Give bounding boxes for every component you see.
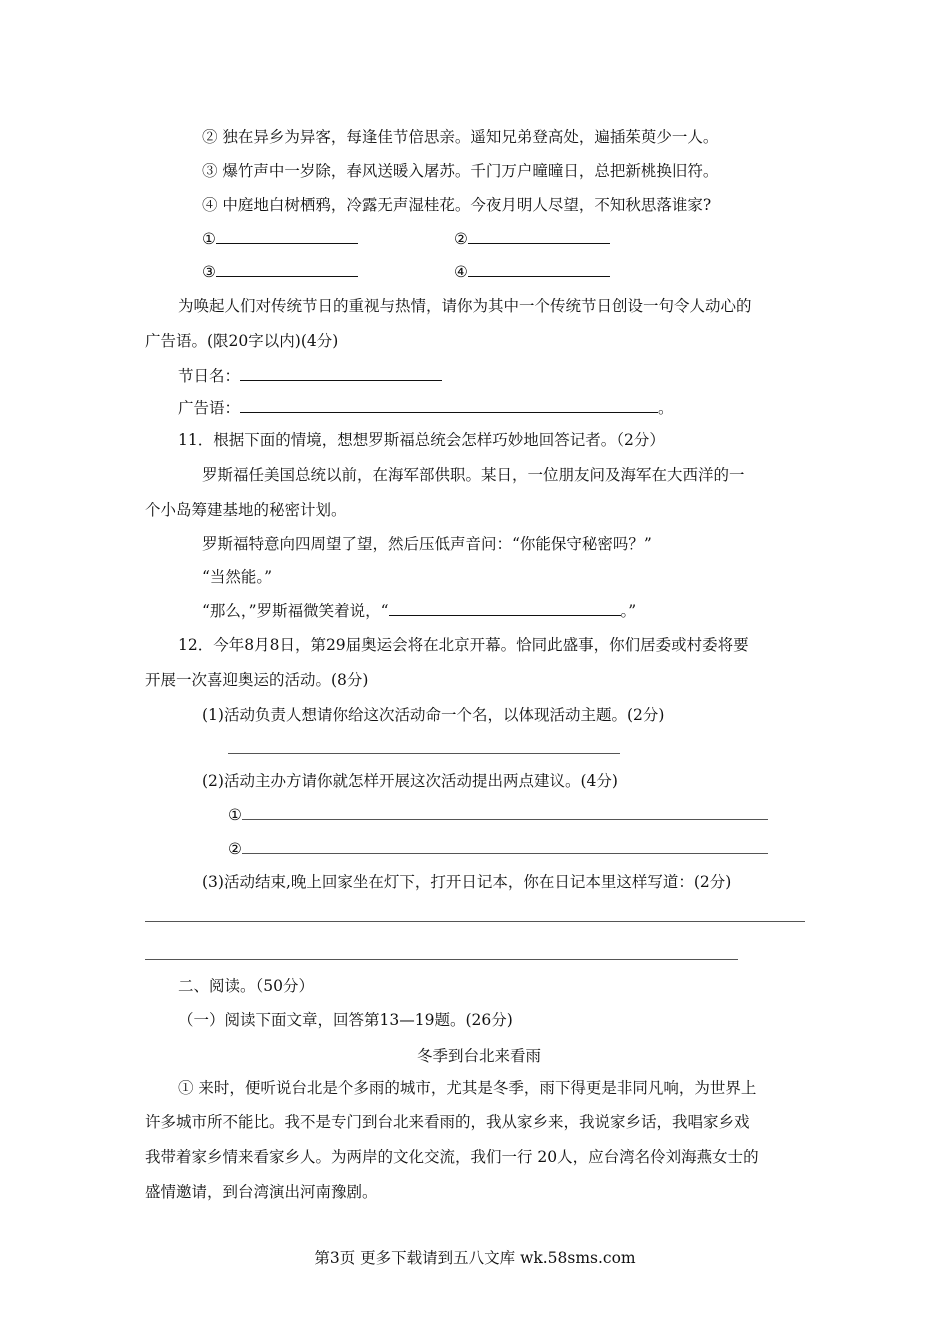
q11-para-2: 罗斯福特意向四周望了望，然后压低声音问：“你能保守秘密吗？” (202, 535, 652, 553)
answer-blank-4[interactable] (454, 262, 610, 282)
q12-sub-3: (3)活动结束,晚上回家坐在灯下，打开日记本，你在日记本里这样写道：(2分) (202, 873, 732, 891)
article-para-1b: 许多城市所不能比。我不是专门到台北来看雨的，我从家乡来，我说家乡话，我唱家乡戏 (145, 1113, 750, 1131)
q11-answer-suffix: 。” (620, 602, 637, 620)
article-para-1c: 我带着家乡情来看家乡人。为两岸的文化交流，我们一行 20人，应台湾名伶刘海燕女士的 (145, 1148, 759, 1166)
poem-line-2: ② 独在异乡为异客，每逢佳节倍思亲。遥知兄弟登高处，遍插茱萸少一人。 (202, 128, 719, 146)
q11-answer-prefix: “那么，”罗斯福微笑着说，“ (202, 602, 389, 620)
blank-marker: ① (202, 230, 216, 248)
q11-question: 11．根据下面的情境，想想罗斯福总统会怎样巧妙地回答记者。（2分） (178, 431, 665, 449)
diary-answer-line-2[interactable] (145, 959, 738, 960)
q12-sub-2: (2)活动主办方请你就怎样开展这次活动提出两点建议。(4分) (202, 772, 618, 790)
q12-line-2: 开展一次喜迎奥运的活动。(8分) (145, 671, 369, 689)
q12-option-2[interactable] (228, 839, 768, 859)
article-para-1a: ① 来时，便听说台北是个多雨的城市，尤其是冬季，雨下得更是非同凡响，为世界上 (178, 1079, 757, 1097)
page-footer: 第3页 更多下载请到五八文库 wk.58sms.com (314, 1249, 636, 1267)
q12-sub-1-answer-line[interactable] (228, 753, 620, 754)
ad-question-line-1: 为唤起人们对传统节日的重视与热情，请你为其中一个传统节日创设一句令人动心的 (178, 297, 752, 315)
q12-sub-1: (1)活动负责人想请你给这次活动命一个名，以体现活动主题。(2分) (202, 706, 665, 724)
option-marker: ② (228, 840, 242, 858)
festival-name-label: 节日名： (178, 367, 241, 385)
poem-line-3: ③ 爆竹声中一岁除，春风送暖入屠苏。千门万户曈曈日，总把新桃换旧符。 (202, 162, 719, 180)
q11-answer-line[interactable] (202, 601, 636, 621)
blank-marker: ② (454, 230, 468, 248)
festival-name-field[interactable] (178, 366, 442, 386)
poem-line-4: ④ 中庭地白树栖鸦，冷露无声湿桂花。今夜月明人尽望，不知秋思落谁家? (202, 196, 712, 214)
q11-para-1b: 个小岛筹建基地的秘密计划。 (145, 501, 347, 519)
ad-slogan-field[interactable] (178, 398, 674, 418)
blank-marker: ③ (202, 263, 216, 281)
diary-answer-line-1[interactable] (145, 921, 805, 922)
q11-para-3: “当然能。” (202, 568, 273, 586)
article-title: 冬季到台北来看雨 (416, 1047, 541, 1065)
q12-option-1[interactable] (228, 805, 768, 825)
ad-slogan-label: 广告语： (178, 399, 241, 417)
q11-para-1a: 罗斯福任美国总统以前，在海军部供职。某日，一位朋友问及海军在大西洋的一 (202, 466, 745, 484)
answer-blank-2[interactable] (454, 229, 610, 249)
reading-part-heading: （一）阅读下面文章，回答第13—19题。(26分) (178, 1011, 513, 1029)
reading-section-heading: 二、阅读。（50分） (178, 977, 314, 995)
ad-question-line-2: 广告语。(限20字以内)(4分) (145, 332, 339, 350)
article-para-1d: 盛情邀请，到台湾演出河南豫剧。 (145, 1183, 378, 1201)
q12-line-1: 12．今年8月8日，第29届奥运会将在北京开幕。恰同此盛事，你们居委或村委将要 (178, 636, 749, 654)
blank-marker: ④ (454, 263, 468, 281)
answer-blank-1[interactable] (202, 229, 358, 249)
ad-slogan-period: 。 (658, 399, 674, 417)
answer-blank-3[interactable] (202, 262, 358, 282)
option-marker: ① (228, 806, 242, 824)
